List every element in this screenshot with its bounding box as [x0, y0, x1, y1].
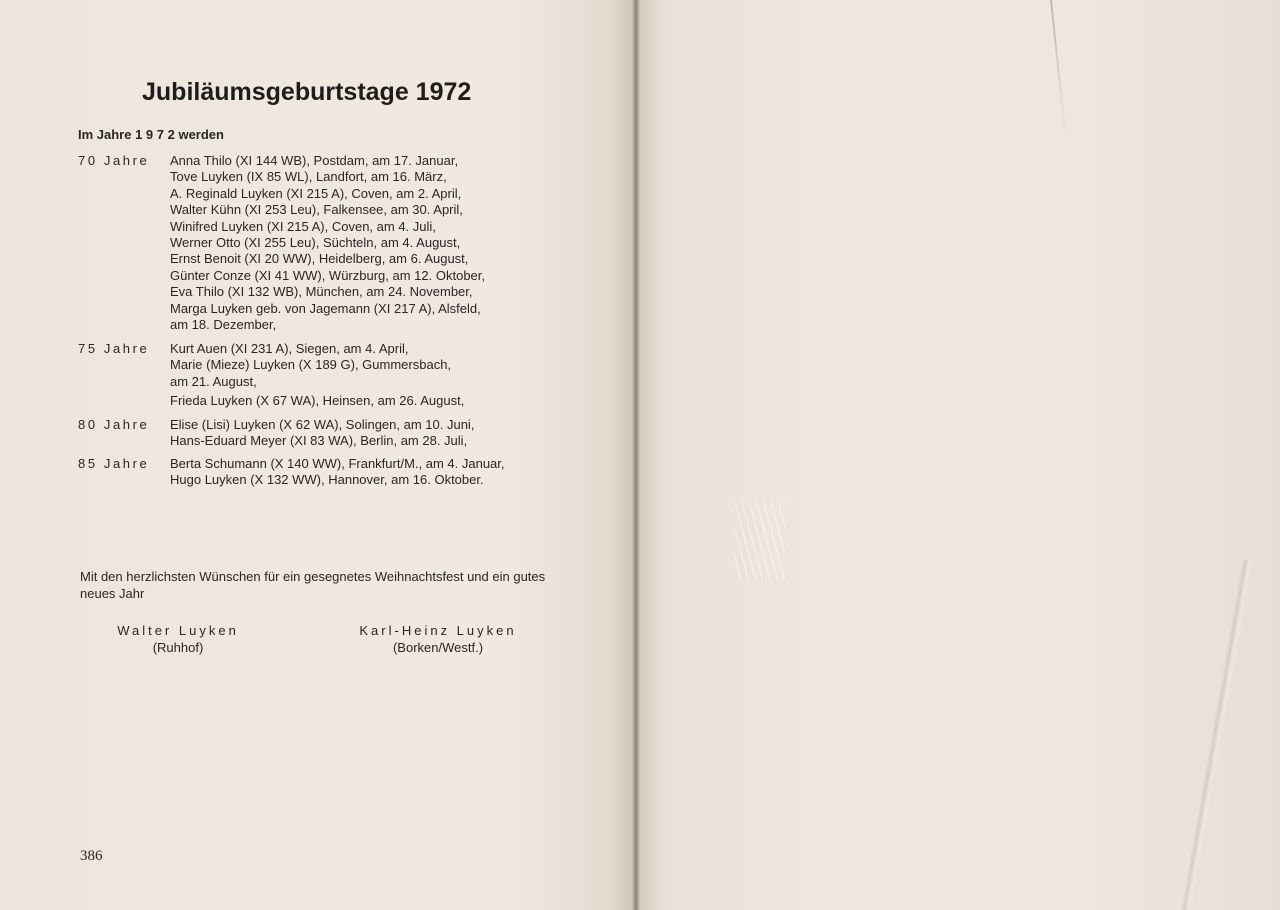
list-item: Werner Otto (XI 255 Leu), Süchteln, am 4. August, [170, 235, 461, 251]
list-item: Marga Luyken geb. von Jagemann (XI 217 A), Alsfeld, [170, 300, 481, 316]
list-item: am 18. Dezember, [170, 317, 277, 333]
list-item: Berta Schumann (X 140 WW), Frankfurt/M., am 4. Januar, [170, 456, 505, 471]
list-item: Marie (Mieze) Luyken (X 189 G), Gummersbach, [170, 357, 452, 373]
list-item: Frieda Luyken (X 67 WA), Heinsen, am 26. August, [170, 393, 465, 409]
signature-place: (Ruhhof) [152, 640, 204, 655]
list-item: Eva Thilo (XI 132 WB), München, am 24. November, [170, 284, 473, 300]
entry-list [170, 341, 570, 410]
list-item: Hugo Luyken (X 132 WW), Hannover, am 16. Oktober. [170, 472, 484, 488]
signature-karl-heinz [338, 622, 538, 656]
list-item: Winifred Luyken (XI 215 A), Coven, am 4. Juli, [170, 218, 436, 234]
signature-walter [98, 622, 258, 656]
list-item: Anna Thilo (XI 144 WB), Postdam, am 17. Januar, [170, 153, 459, 168]
intro-line: Im Jahre 1 9 7 2 werden [78, 127, 224, 142]
age-label: 80 Jahre [78, 417, 150, 432]
signature-name: Walter Luyken [117, 623, 239, 638]
paper-scratch [735, 500, 785, 580]
list-item: Elise (Lisi) Luyken (X 62 WA), Solingen, am 10. Juni, [170, 417, 475, 432]
entry-list [170, 153, 570, 333]
entry-list [170, 456, 570, 489]
page-title: Jubiläumsgeburtstage 1972 [142, 78, 472, 106]
list-item: Günter Conze (XI 41 WW), Würzburg, am 12. Oktober, [170, 267, 485, 283]
age-label: 75 Jahre [78, 341, 150, 356]
list-item: Ernst Benoit (XI 20 WW), Heidelberg, am 6. August, [170, 251, 469, 267]
age-label: 70 Jahre [78, 153, 150, 168]
list-item: A. Reginald Luyken (XI 215 A), Coven, am 2. April, [170, 185, 462, 201]
signature-name: Karl-Heinz Luyken [359, 623, 517, 638]
page-number: 386 [80, 848, 103, 864]
age-label: 85 Jahre [78, 456, 150, 471]
entry-list [170, 417, 570, 450]
greeting-text: Mit den herzlichsten Wünschen für ein gesegnetes Weihnachtsfest und ein gutes neues Jahr [80, 569, 546, 601]
list-item: Tove Luyken (IX 85 WL), Landfort, am 16. März, [170, 169, 447, 185]
list-item: am 21. August, [170, 373, 257, 389]
corner-crease [1150, 560, 1280, 910]
list-item: Walter Kühn (XI 253 Leu), Falkensee, am 30. April, [170, 202, 463, 218]
signature-place: (Borken/Westf.) [392, 640, 484, 655]
book-gutter [632, 0, 640, 910]
list-item: Hans-Eduard Meyer (XI 83 WA), Berlin, am 28. Juli, [170, 433, 468, 449]
list-item: Kurt Auen (XI 231 A), Siegen, am 4. April, [170, 341, 409, 356]
